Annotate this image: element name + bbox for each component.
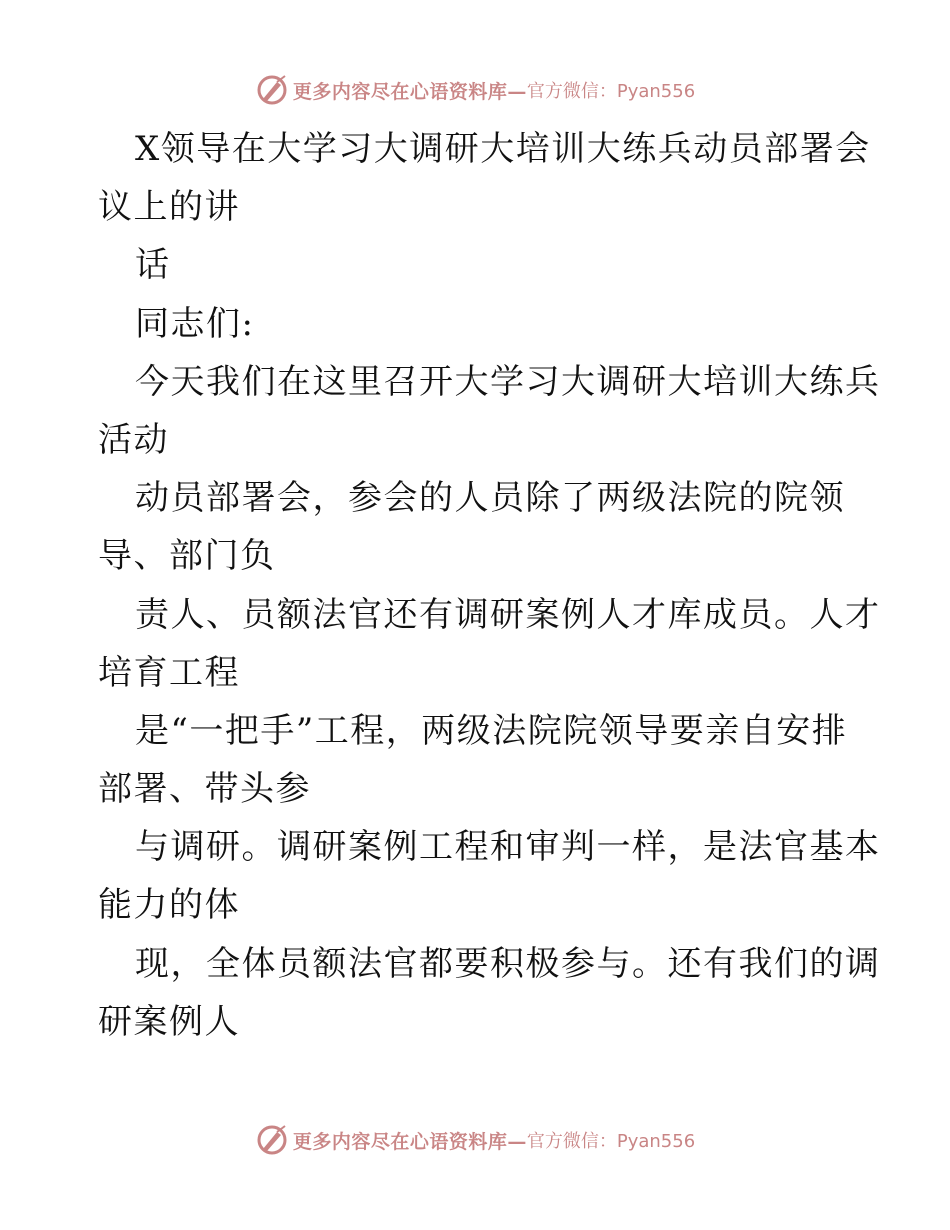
- footer-watermark: [0, 1120, 950, 1160]
- text-line: 是“一把手”工程，两级法院院领导要亲自安排: [135, 710, 848, 751]
- text-line: 能力的体: [98, 885, 240, 926]
- quill-pen-seal-icon: [255, 1123, 289, 1157]
- text-line: 培育工程: [98, 652, 240, 693]
- text-line: 研案例人: [98, 1001, 240, 1042]
- watermark-contact: 官方微信：Pyan556: [526, 1131, 696, 1152]
- text-line: 今天我们在这里召开大学习大调研大培训大练兵: [135, 361, 881, 402]
- document-body: [98, 120, 881, 1051]
- watermark-text: 更多内容尽在心语资料库—: [292, 80, 527, 103]
- text-line: 活动: [98, 419, 169, 460]
- quill-pen-seal-icon: [255, 73, 289, 107]
- text-line: 导、部门负: [98, 536, 276, 577]
- text-line: 话: [135, 245, 171, 286]
- text-line: 部署、带头参: [98, 769, 311, 810]
- text-line: 同志们:: [135, 303, 255, 344]
- text-line: X领导在大学习大调研大培训大练兵动员部署会: [135, 129, 871, 169]
- text-line: 责人、员额法官还有调研案例人才库成员。人才: [135, 594, 881, 635]
- header-watermark: [0, 70, 950, 110]
- watermark-text: 更多内容尽在心语资料库—: [292, 1130, 527, 1153]
- text-line: 现，全体员额法官都要积极参与。还有我们的调: [135, 943, 881, 984]
- watermark-contact: 官方微信：Pyan556: [526, 81, 696, 102]
- text-line: 动员部署会，参会的人员除了两级法院的院领: [135, 478, 845, 519]
- text-line: 议上的讲: [98, 187, 240, 228]
- text-line: 与调研。调研案例工程和审判一样，是法官基本: [135, 827, 881, 868]
